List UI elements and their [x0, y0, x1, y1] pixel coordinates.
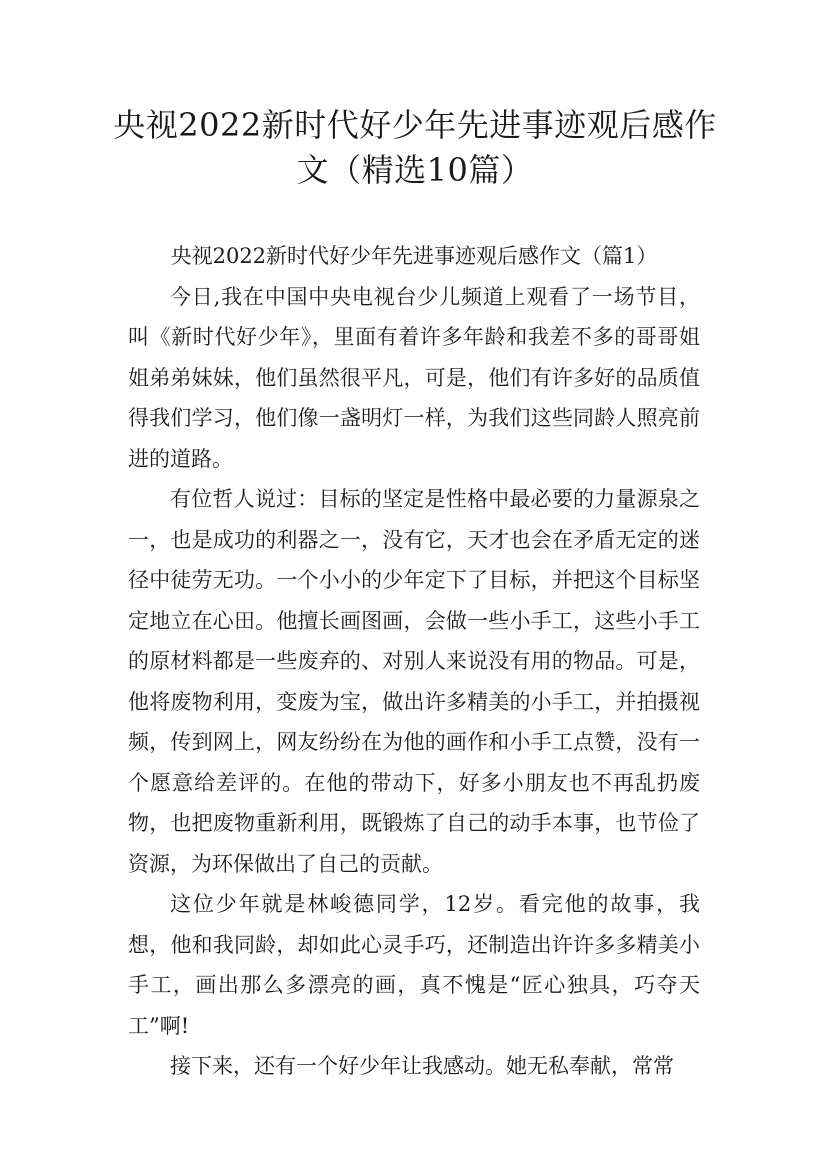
- paragraph-1: 今日,我在中国中央电视台少儿频道上观看了一场节目，叫《新时代好少年》，里面有着许多年龄和我差不多的哥哥姐姐弟弟妹妹，他们虽然很平凡，可是，他们有许多好的品质值得我们学习，他们像一盏明灯一样，为我们这些同龄人照亮前进的道路。: [128, 284, 700, 471]
- paragraph-4: 接下来，还有一个好少年让我感动。她无私奉献，常常: [170, 1054, 674, 1078]
- document-body: [128, 236, 700, 1087]
- paragraph-2: 有位哲人说过：目标的坚定是性格中最必要的力量源泉之一，也是成功的利器之一，没有它，天才也会在矛盾无定的迷径中徒劳无功。一个小小的少年定下了目标，并把这个目标坚定地立在心田。他擅长画图画，会做一些小手工，这些小手工的原材料都是一些废弃的、对别人来说没有用的物品。可是，他将废物利用，变废为宝，做出许多精美的小手工，并拍摄视频，传到网上，网友纷纷在为他的画作和小手工点赞，没有一个愿意给差评的。在他的带动下，好多小朋友也不再乱扔废物，也把废物重新利用，既锻炼了自己的动手本事，也节俭了资源，为环保做出了自己的贡献。: [128, 487, 700, 876]
- section-heading: 央视2022新时代好少年先进事迹观后感作文（篇1）: [170, 244, 658, 268]
- paragraph-3: 这位少年就是林峻德同学，12岁。看完他的故事，我想，他和我同龄，却如此心灵手巧，还制造出许许多多精美小手工，画出那么多漂亮的画，真不愧是“匠心独具，巧夺天工”啊!: [128, 892, 700, 1038]
- document-title: 央视2022新时代好少年先进事迹观后感作文（精选10篇）: [113, 106, 717, 189]
